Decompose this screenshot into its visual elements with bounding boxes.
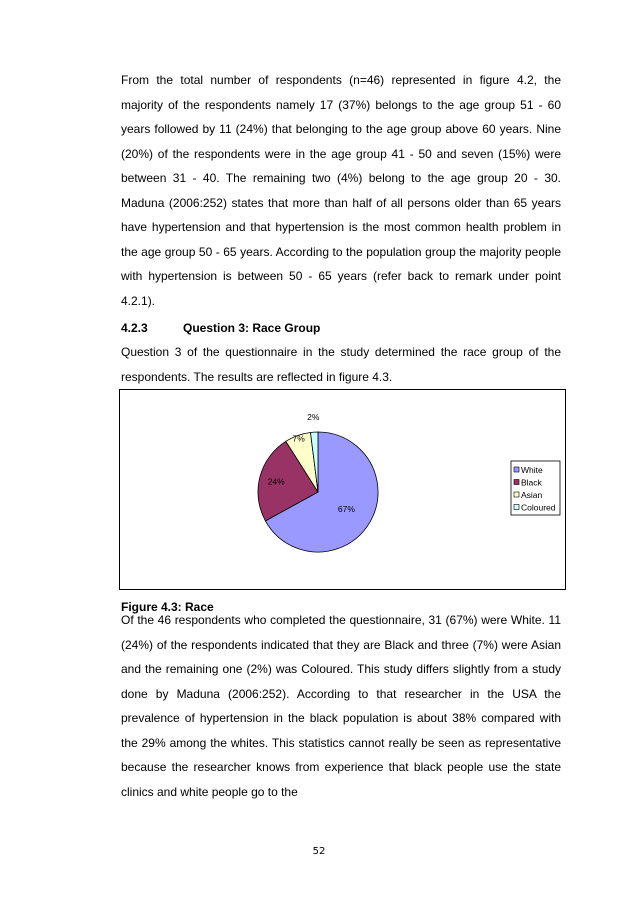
legend-label-black: Black: [521, 477, 542, 488]
pie-label-black: 24%: [267, 476, 285, 487]
section-heading: [121, 316, 561, 340]
page-number: 52: [312, 846, 326, 857]
figure-caption: Figure 4.3: Race: [121, 600, 214, 614]
legend-swatch-white: [514, 467, 519, 472]
legend-label-coloured: Coloured: [521, 502, 556, 513]
paragraph-race-intro: Question 3 of the questionnaire in the study determined the race group of the respondents. The results are reflected in figure 4.3.: [121, 345, 561, 384]
paragraph-race-discussion: Of the 46 respondents who completed the questionnaire, 31 (67%) were White. 11 (24%) of the respondents indicated that they are Black and three (7%) were Asian and the remaining one (2%) was Coloured. This study differs slightly from a study done by Maduna (2006:252). According to that researcher in the USA the prevalence of hypertension in the black population is about 38% compared with the 29% among the whites. This statistics cannot really be seen as representative because the researcher knows from experience that black people use the state clinics and white people go to the: [121, 613, 561, 799]
legend-label-asian: Asian: [521, 490, 543, 500]
race-pie-chart: [119, 389, 566, 590]
legend-swatch-black: [514, 480, 519, 485]
section-title: Question 3: Race Group: [183, 321, 321, 335]
legend-swatch-coloured: [514, 505, 519, 510]
pie-label-asian: 7%: [292, 433, 305, 444]
pie-label-white: 67%: [337, 503, 355, 514]
legend-label-white: White: [521, 465, 543, 475]
section-number: 4.2.3: [121, 321, 148, 335]
pie-label-coloured: 2%: [307, 412, 320, 423]
paragraph-age-group-discussion: From the total number of respondents (n=46) represented in figure 4.2, the majority of the respondents namely 17 (37%) belongs to the age group 51 - 60 years followed by 11 (24%) that belonging to the age group above 60 years. Nine (20%) of the respondents were in the age group 41 - 50 and seven (15%) were between 31 - 40. The remaining two (4%) belong to the age group 20 - 30. Maduna (2006:252) states that more than half of all persons older than 65 years have hypertension and that hypertension is the most common health problem in the age group 50 - 65 years. According to the population group the majority people with hypertension is between 50 - 65 years (refer back to remark under point 4.2.1).: [121, 73, 561, 308]
pie-chart-canvas: [120, 390, 567, 591]
legend-swatch-asian: [514, 492, 519, 497]
